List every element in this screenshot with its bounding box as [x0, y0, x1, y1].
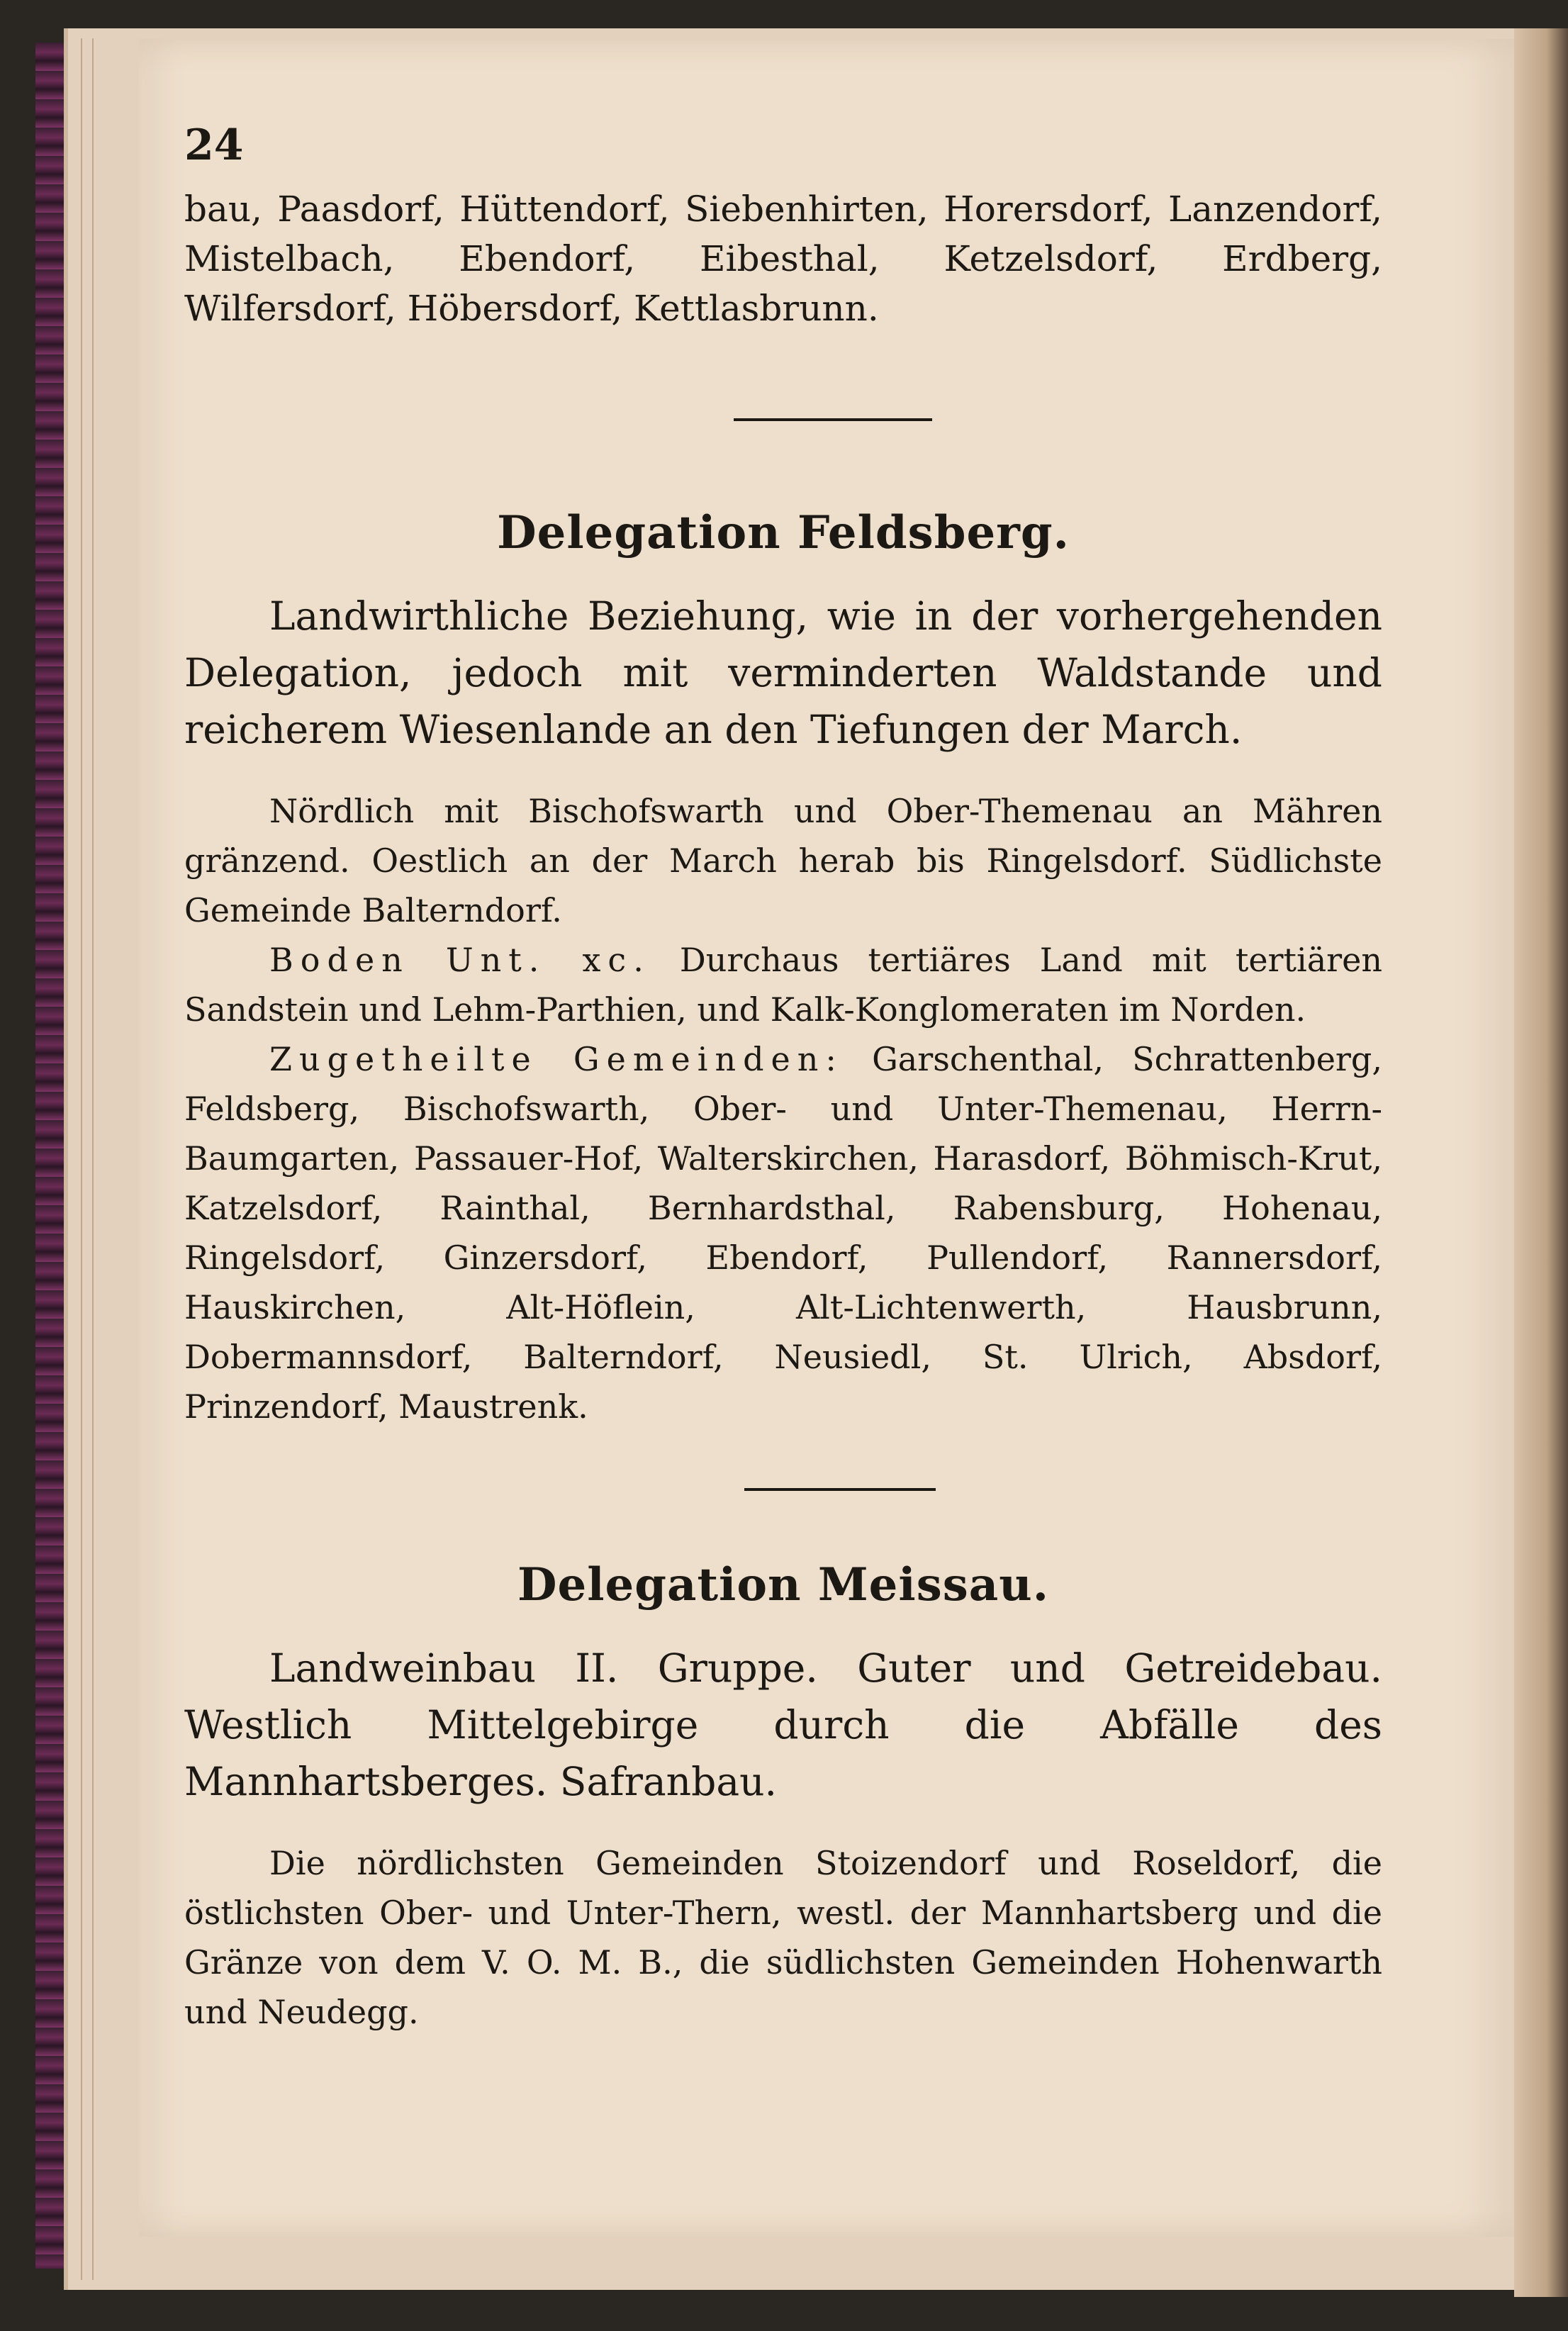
- section-divider: [744, 1488, 936, 1491]
- section-title-feldsberg: Delegation Feldsberg.: [497, 506, 1070, 559]
- lead-paragraph-meissau: Landweinbau II. Gruppe. Guter und Getreidebau. Westlich Mittelgebirge durch die Abfälle des Mannhartsberges. Safranbau.: [184, 1645, 1382, 1804]
- lead-paragraph-feldsberg: Landwirthliche Beziehung, wie in der vorhergehenden Delegation, jedoch mit verminderten Waldstande und reicherem Wiesenlande an den Tiefungen der March.: [184, 593, 1382, 752]
- facing-page-edge: [1514, 28, 1568, 2297]
- page-content: [184, 121, 1382, 2037]
- section-divider: [734, 418, 932, 421]
- intro-paragraph: bau, Paasdorf, Hüttendorf, Siebenhirten, Horersdorf, Lanzendorf, Mistelbach, Ebendorf, Eibesthal, Ketzelsdorf, Erdberg, Wilfersdorf, Höbersdorf, Kettlasbrunn.: [184, 189, 1382, 329]
- communities-label: Zugetheilte Gemeinden:: [269, 1040, 844, 1078]
- communities-text: Garschenthal, Schrattenberg, Feldsberg, Bischofswarth, Ober- und Unter-Themenau, Herrn-Baumgarten, Passauer-Hof, Walterskirchen, Harasdorf, Böhmisch-Krut, Katzelsdorf, Rainthal, Bernhardsthal, Rabensburg, Hohenau, Ringelsdorf, Ginzersdorf, Ebendorf, Pullendorf, Rannersdorf, Hauskirchen, Alt-Höflein, Alt-Lichtenwerth, Hausbrunn, Dobermannsdorf, Balterndorf, Neusiedl, St. Ulrich, Absdorf, Prinzendorf, Maustrenk.: [184, 1040, 1382, 1426]
- book-spine: [35, 43, 66, 2269]
- soil-label: Boden Unt. xc.: [269, 941, 651, 979]
- communities-paragraph-feldsberg: [184, 1034, 1382, 1431]
- page-number: 24: [184, 121, 244, 170]
- location-paragraph-feldsberg: Nördlich mit Bischofswarth und Ober-Themenau an Mähren gränzend. Oestlich an der March herab bis Ringelsdorf. Südlichste Gemeinde Balterndorf.: [184, 792, 1382, 929]
- location-paragraph-meissau: Die nördlichsten Gemeinden Stoizendorf und Roseldorf, die östlichsten Ober- und Unter-Thern, westl. der Mannhartsberg und die Gränze von dem V. O. M. B., die südlichsten Gemeinden Hohenwarth und Neudegg.: [184, 1844, 1382, 2031]
- soil-text: Durchaus tertiäres Land mit tertiären Sandstein und Lehm-Parthien, und Kalk-Konglomeraten im Norden.: [184, 941, 1383, 1029]
- soil-paragraph-feldsberg: [184, 935, 1382, 1034]
- section-title-meissau: Delegation Meissau.: [517, 1558, 1050, 1611]
